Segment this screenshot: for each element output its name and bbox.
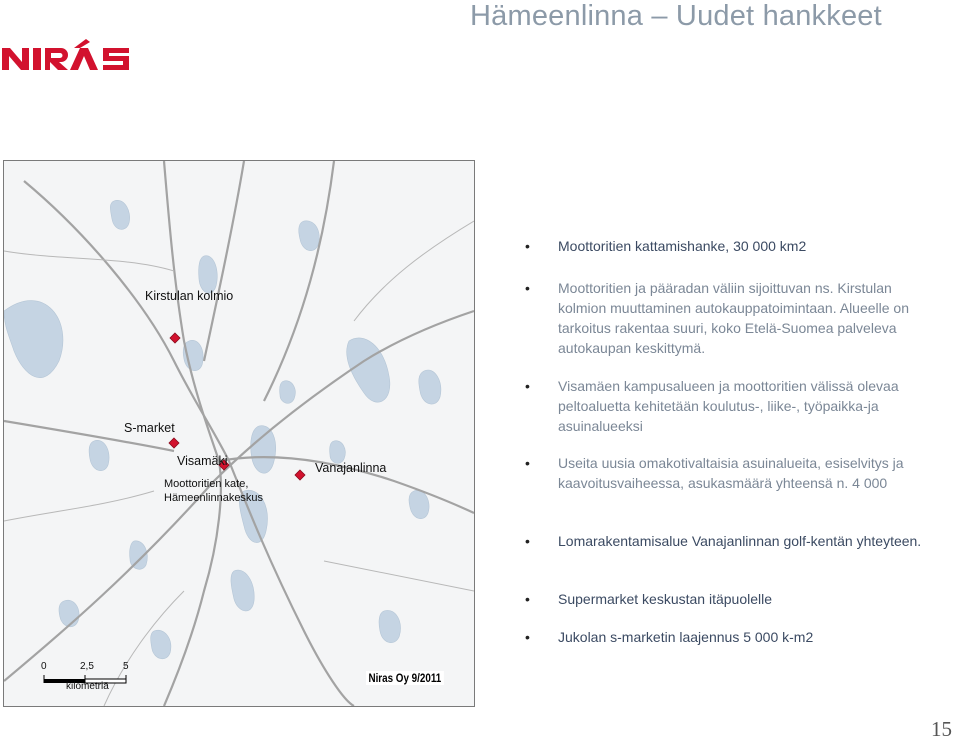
scale-unit: kilometriä [66,681,109,692]
list-item-text: Useita uusia omakotivaltaisia asuinalueita, esiselvitys ja kaavoitusvaiheessa, asukasmäärä yhteensä n. 4 000 [558,455,904,491]
bullet-dot: • [525,238,530,254]
bullet-dot: • [525,378,530,394]
label-visamaki: Visamäki [177,454,228,468]
bullet-dot: • [525,629,530,645]
map-credit: Niras Oy 9/2011 [366,671,444,685]
page-number: 15 [931,717,952,741]
label-kate-line1: Moottoritien kate, [164,478,249,490]
label-kate-line2: Hämeenlinnakeskus [164,492,264,504]
marker-kirstula [170,333,180,343]
marker-smarket [169,438,179,448]
map-panel [3,160,475,707]
list-item-text: Visamäen kampusalueen ja moottoritien välissä olevaa peltoaluetta kehitetään koulutus-, liike-, työpaikka-ja asuinalueeksi [558,378,899,434]
scale-tick-2-5: 2,5 [80,661,94,672]
page-title: Hämeenlinna – Uudet hankkeet [470,0,882,32]
label-vanajanlinna: Vanajanlinna [315,461,387,475]
list-item-text: Supermarket keskustan itäpuolelle [558,591,773,607]
list-item-text: Lomarakentamisalue Vanajanlinnan golf-kentän yhteyteen. [558,533,922,549]
bullet-dot: • [525,533,530,549]
scale-tick-5: 5 [123,661,129,672]
marker-vanajanlinna [295,470,305,480]
scale-tick-0: 0 [41,661,47,672]
label-kirstula: Kirstulan kolmio [145,289,234,303]
bullet-dot: • [525,591,530,607]
map-graphic [4,161,474,706]
list-item-text: Moottoritien ja pääradan väliin sijoittuvan ns. Kirstulan kolmion muuttaminen autokauppatoimintaan. Alueelle on tarkoitus rakentaa suuri, koko Etelä-Suomea palveleva autokaupan keskittymä. [558,280,910,356]
list-item-text: Jukolan s-marketin laajennus 5 000 k-m2 [558,629,814,645]
label-smarket: S-market [124,421,175,435]
niras-logo [0,36,135,76]
list-item-text: Moottoritien kattamishanke, 30 000 km2 [558,238,807,254]
bullet-dot: • [525,280,530,296]
bullet-dot: • [525,455,530,471]
